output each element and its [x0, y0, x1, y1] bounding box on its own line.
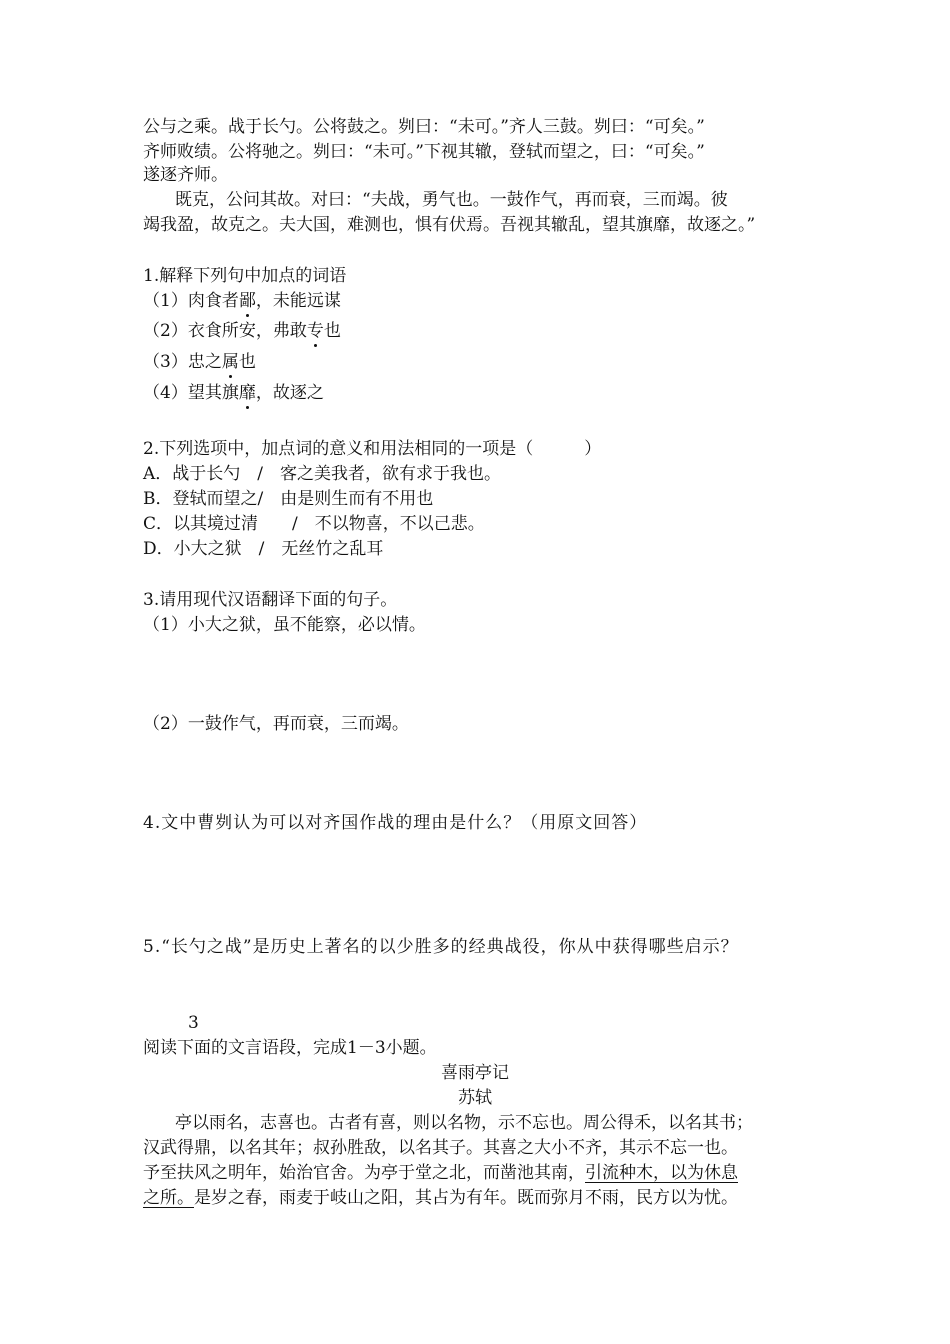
essay-text: 予至扶风之明年，始治官舍。为亭于堂之北，而凿池其南， [143, 1163, 585, 1183]
essay-line-3 [143, 1162, 738, 1184]
q1-item-text: ，未能远谋 [255, 291, 341, 311]
dotted-word: 靡 [238, 383, 256, 403]
passage-line-4: 既克，公问其故。对曰：“夫战，勇气也。一鼓作气，再而衰，三而竭。彼 [175, 190, 728, 210]
essay-title: 喜雨亭记 [441, 1063, 509, 1083]
dotted-word: 专 [306, 321, 324, 341]
q2-option-c: C．以其境过清 / 不以物喜，不以己悲。 [143, 514, 485, 534]
essay-text: 是岁之春，雨麦于岐山之阳，其占为有年。既而弥月不雨，民方以为忧。 [194, 1188, 738, 1208]
q2-option-b: B．登轼而望之/ 由是则生而有不用也 [143, 489, 434, 509]
passage-line-2: 齐师败绩。公将驰之。刿曰：“未可。”下视其辙，登轼而望之，曰：“可矣。” [143, 142, 705, 162]
essay-author: 苏轼 [458, 1088, 492, 1108]
q4-stem: 4.文中曹刿认为可以对齐国作战的理由是什么？（用原文回答） [143, 813, 648, 833]
q3-stem: 3.请用现代汉语翻译下面的句子。 [143, 590, 398, 610]
q1-item-text: （3）忠之 [143, 352, 222, 372]
dotted-word: 鄙 [238, 291, 256, 311]
q1-item-text: （1）肉食者 [143, 291, 239, 311]
q2-stem: 2.下列选项中，加点词的意义和用法相同的一项是（ ） [143, 439, 602, 459]
q1-item-4 [143, 382, 324, 404]
q1-item-2 [143, 320, 341, 342]
section-number: 3 [188, 1013, 199, 1033]
underlined-sentence-part-1: 引流种木，以为休息 [585, 1163, 738, 1183]
passage-line-5: 竭我盈，故克之。夫大国，难测也，惧有伏焉。吾视其辙乱，望其旗靡，故逐之。” [143, 215, 756, 235]
q2-option-a: A．战于长勺 / 客之美我者，欲有求于我也。 [143, 464, 502, 484]
q1-item-text: 也 [323, 321, 341, 341]
q1-item-text: 也 [238, 352, 256, 372]
essay-line-2: 汉武得鼎，以名其年；叔孙胜敌，以名其子。其喜之大小不齐，其示不忘一也。 [143, 1138, 738, 1158]
q5-stem: 5.“长勺之战”是历史上著名的以少胜多的经典战役，你从中获得哪些启示？ [143, 937, 739, 957]
q1-item-text: （2）衣食所安，弗敢 [143, 321, 307, 341]
passage-line-3: 遂逐齐师。 [143, 165, 228, 185]
q2-option-d: D．小大之狱 / 无丝竹之乱耳 [143, 539, 384, 559]
q1-stem: 1.解释下列句中加点的词语 [143, 266, 347, 286]
q1-item-text: ，故逐之 [255, 383, 324, 403]
q3-sentence-2: （2）一鼓作气，再而衰，三而竭。 [143, 714, 409, 734]
underlined-sentence-part-2: 之所。 [143, 1188, 194, 1208]
q3-sentence-1: （1）小大之狱，虽不能察，必以情。 [143, 615, 426, 635]
q1-item-text: （4）望其旗 [143, 383, 239, 403]
section-instruction: 阅读下面的文言语段，完成1－3小题。 [143, 1038, 437, 1058]
essay-line-4 [143, 1187, 738, 1209]
passage-line-1: 公与之乘。战于长勺。公将鼓之。刿曰：“未可。”齐人三鼓。刿曰：“可矣。” [143, 117, 705, 137]
q1-item-1 [143, 290, 341, 312]
dotted-word: 属 [221, 352, 239, 372]
essay-line-1: 亭以雨名，志喜也。古者有喜，则以名物，示不忘也。周公得禾，以名其书； [175, 1113, 753, 1133]
q1-item-3 [143, 351, 256, 373]
